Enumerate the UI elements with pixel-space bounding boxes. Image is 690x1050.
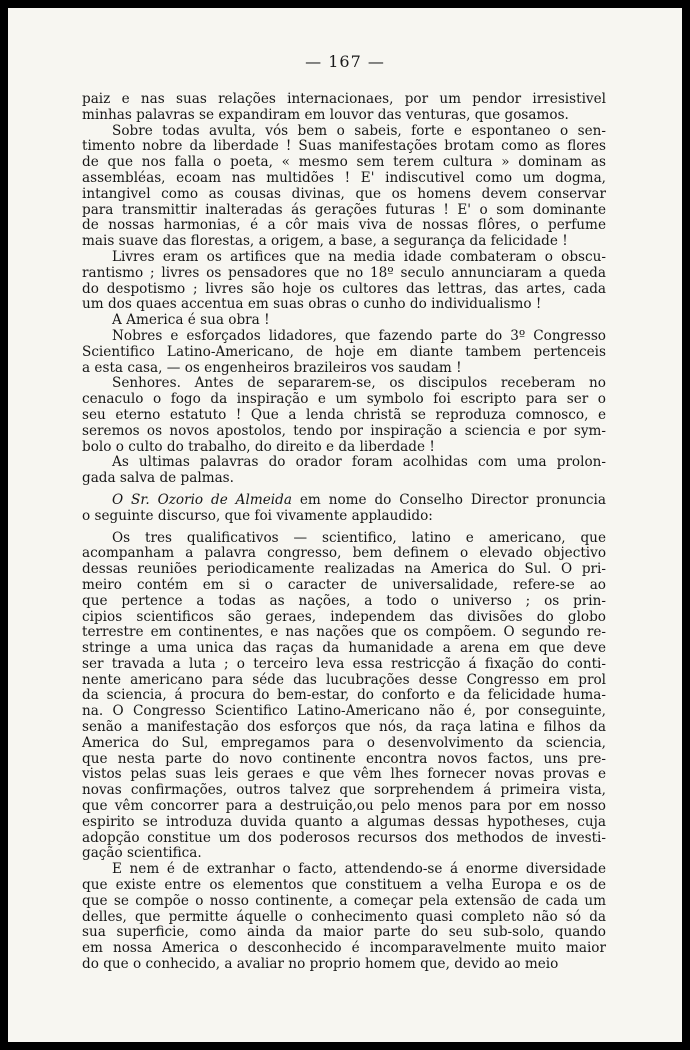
text-line: gação scientifica.: [82, 845, 202, 862]
text-line: que nesta parte do novo continente encontra novos factos, uns pre-: [82, 750, 606, 767]
text-line: cenaculo o fogo da inspiração e um symbolo foi escripto para ser o: [82, 391, 606, 408]
text-line: Os tres qualificativos — scientifico, latino e americano, que: [112, 529, 606, 546]
text-line: bolo o culto do trabalho, do direito e da liberdade !: [82, 438, 435, 455]
text-line: de que nos falla o poeta, « mesmo sem terem cultura » dominam as: [82, 154, 606, 171]
page-number: — 167 —: [305, 52, 385, 71]
text-line: Nobres e esforçados lidadores, que fazendo parte do 3º Congresso: [112, 327, 606, 344]
text-line: gada salva de palmas.: [82, 470, 234, 487]
text-line: minhas palavras se expandiram em louvor das venturas, que gosamos.: [82, 106, 569, 123]
paragraph: [82, 531, 606, 863]
text-line: para transmittir inalteradas ás gerações futuras ! E' o som dominante: [82, 201, 606, 218]
text-line: dessas reuniões periodicamente realizadas na America do Sul. O pri-: [82, 561, 606, 578]
text-line: que existe entre os elementos que constituem a velha Europa e os de: [82, 877, 606, 894]
text-line: sua superficie, como ainda da maior parte do seu sub-solo, quando: [82, 924, 606, 941]
text-line: Scientifico Latino-Americano, de hoje em diante tambem pertenceis: [82, 343, 606, 360]
body-text: [82, 92, 606, 973]
text-line: cipios scientificos são geraes, independem das divisões do globo: [82, 608, 606, 625]
text-line: Sobre todas avulta, vós bem o sabeis, forte e espontaneo o sen-: [112, 122, 606, 139]
paragraph: [82, 250, 606, 313]
text-line: espirito se introduza duvida quanto a algumas dessas hypotheses, cuja: [82, 813, 606, 830]
text-line: novas confirmações, outros talvez que sorprehendem á primeira vista,: [82, 782, 606, 799]
text-line: em nossa America o desconhecido é incomparavelmente muito maior: [82, 940, 606, 957]
paragraph: [82, 92, 606, 124]
text-line: assembléas, ecoam nas multidões ! E' indiscutivel como um dogma,: [82, 169, 606, 186]
text-line: que se compõe o nosso continente, a começar pela extensão de cada um: [82, 892, 606, 909]
text-line: vistos pelas suas leis geraes e que vêm lhes fornecer novas provas e: [82, 766, 606, 783]
paragraph: [82, 862, 606, 973]
text-line: delles, que permitte áquelle o conhecimento quasi completo não só da: [82, 908, 606, 925]
text-line: a esta casa, — os engenheiros brazileiros vos saudam !: [82, 359, 462, 376]
text-line: seremos os novos apostolos, tendo por inspiração a sciencia e por sym-: [82, 422, 606, 439]
paragraph: [82, 313, 606, 329]
text-line: mais suave das florestas, a origem, a base, a segurança da felicidade !: [82, 233, 568, 250]
text-line: o seguinte discurso, que foi vivamente applaudido:: [82, 507, 433, 524]
text-line: do que o conhecido, a avaliar no proprio homem que, devido ao meio: [82, 956, 559, 973]
paragraph: [82, 376, 606, 455]
text-fragment: em nome do Conselho Director pronuncia: [291, 491, 606, 508]
paragraph: [82, 455, 606, 487]
text-line: que vêm concorrer para a destruição,ou pelo menos para por em nosso: [82, 798, 606, 815]
text-line: na. O Congresso Scientifico Latino-Americano não é, por conseguinte,: [82, 703, 606, 720]
text-line: A America é sua obra !: [112, 312, 270, 329]
text-line: E nem é de extranhar o facto, attendendo-se á enorme diversidade: [112, 861, 606, 878]
text-line: ser travada a luta ; o terceiro leva essa restricção á fixação do conti-: [82, 655, 606, 672]
text-line: um dos quaes accentua em suas obras o cunho do individualismo !: [82, 296, 542, 313]
text-line: de nossas harmonias, é a côr mais viva de nossas flôres, o perfume: [82, 217, 606, 234]
text-line: paiz e nas suas relações internacionaes, por um pendor irresistivel: [82, 91, 606, 107]
text-line: As ultimas palavras do orador foram acolhidas com uma prolon-: [112, 454, 606, 471]
text-line: Senhores. Antes de separarem-se, os discipulos receberam no: [112, 375, 606, 392]
text-line: Livres eram os artifices que na media idade combateram o obscu-: [112, 248, 606, 265]
text-line: do despotismo ; livres são hoje os cultores das lettras, das artes, cada: [82, 280, 606, 297]
paragraph: [82, 124, 606, 250]
text-line: America do Sul, empregamos para o desenvolvimento da sciencia,: [82, 734, 606, 751]
text-line: adopção constitue um dos poderosos recursos dos methodos de investi-: [82, 829, 606, 846]
text-line: que pertence a todas as nações, a todo o universo ; os prin-: [82, 592, 606, 609]
text-line: rantismo ; livres os pensadores que no 18º seculo annunciaram a queda: [82, 264, 606, 281]
text-line: nente americano para séde das lucubrações desse Congresso em prol: [82, 671, 606, 688]
text-line: acompanham a palavra congresso, bem definem o elevado objectivo: [82, 545, 606, 562]
book-page: [8, 8, 682, 1042]
text-line: terrestre em continentes, e nas nações que os compõem. O segundo re-: [82, 624, 606, 641]
text-line: senão a manifestação dos esforços que nós, da raça latina e filhos da: [82, 719, 606, 736]
speaker-name: O Sr. Ozorio de Almeida: [112, 491, 292, 508]
text-line: stringe a uma unica das raças da humanidade a arena em que deve: [82, 640, 606, 657]
text-line: [82, 493, 606, 509]
text-line: intangivel como as cousas divinas, que os homens devem conservar: [82, 185, 606, 202]
text-line: meiro contém em si o caracter de universalidade, refere-se ao: [82, 576, 606, 593]
text-line: timento nobre da liberdade ! Suas manifestações brotam como as flores: [82, 138, 606, 155]
paragraph: [82, 329, 606, 376]
text-line: da sciencia, á procura do bem-estar, do conforto e da felicidade huma-: [82, 687, 606, 704]
text-line: seu eterno estatuto ! Que a lenda christã se reproduza comnosco, e: [82, 406, 606, 423]
paragraph: [82, 493, 606, 525]
